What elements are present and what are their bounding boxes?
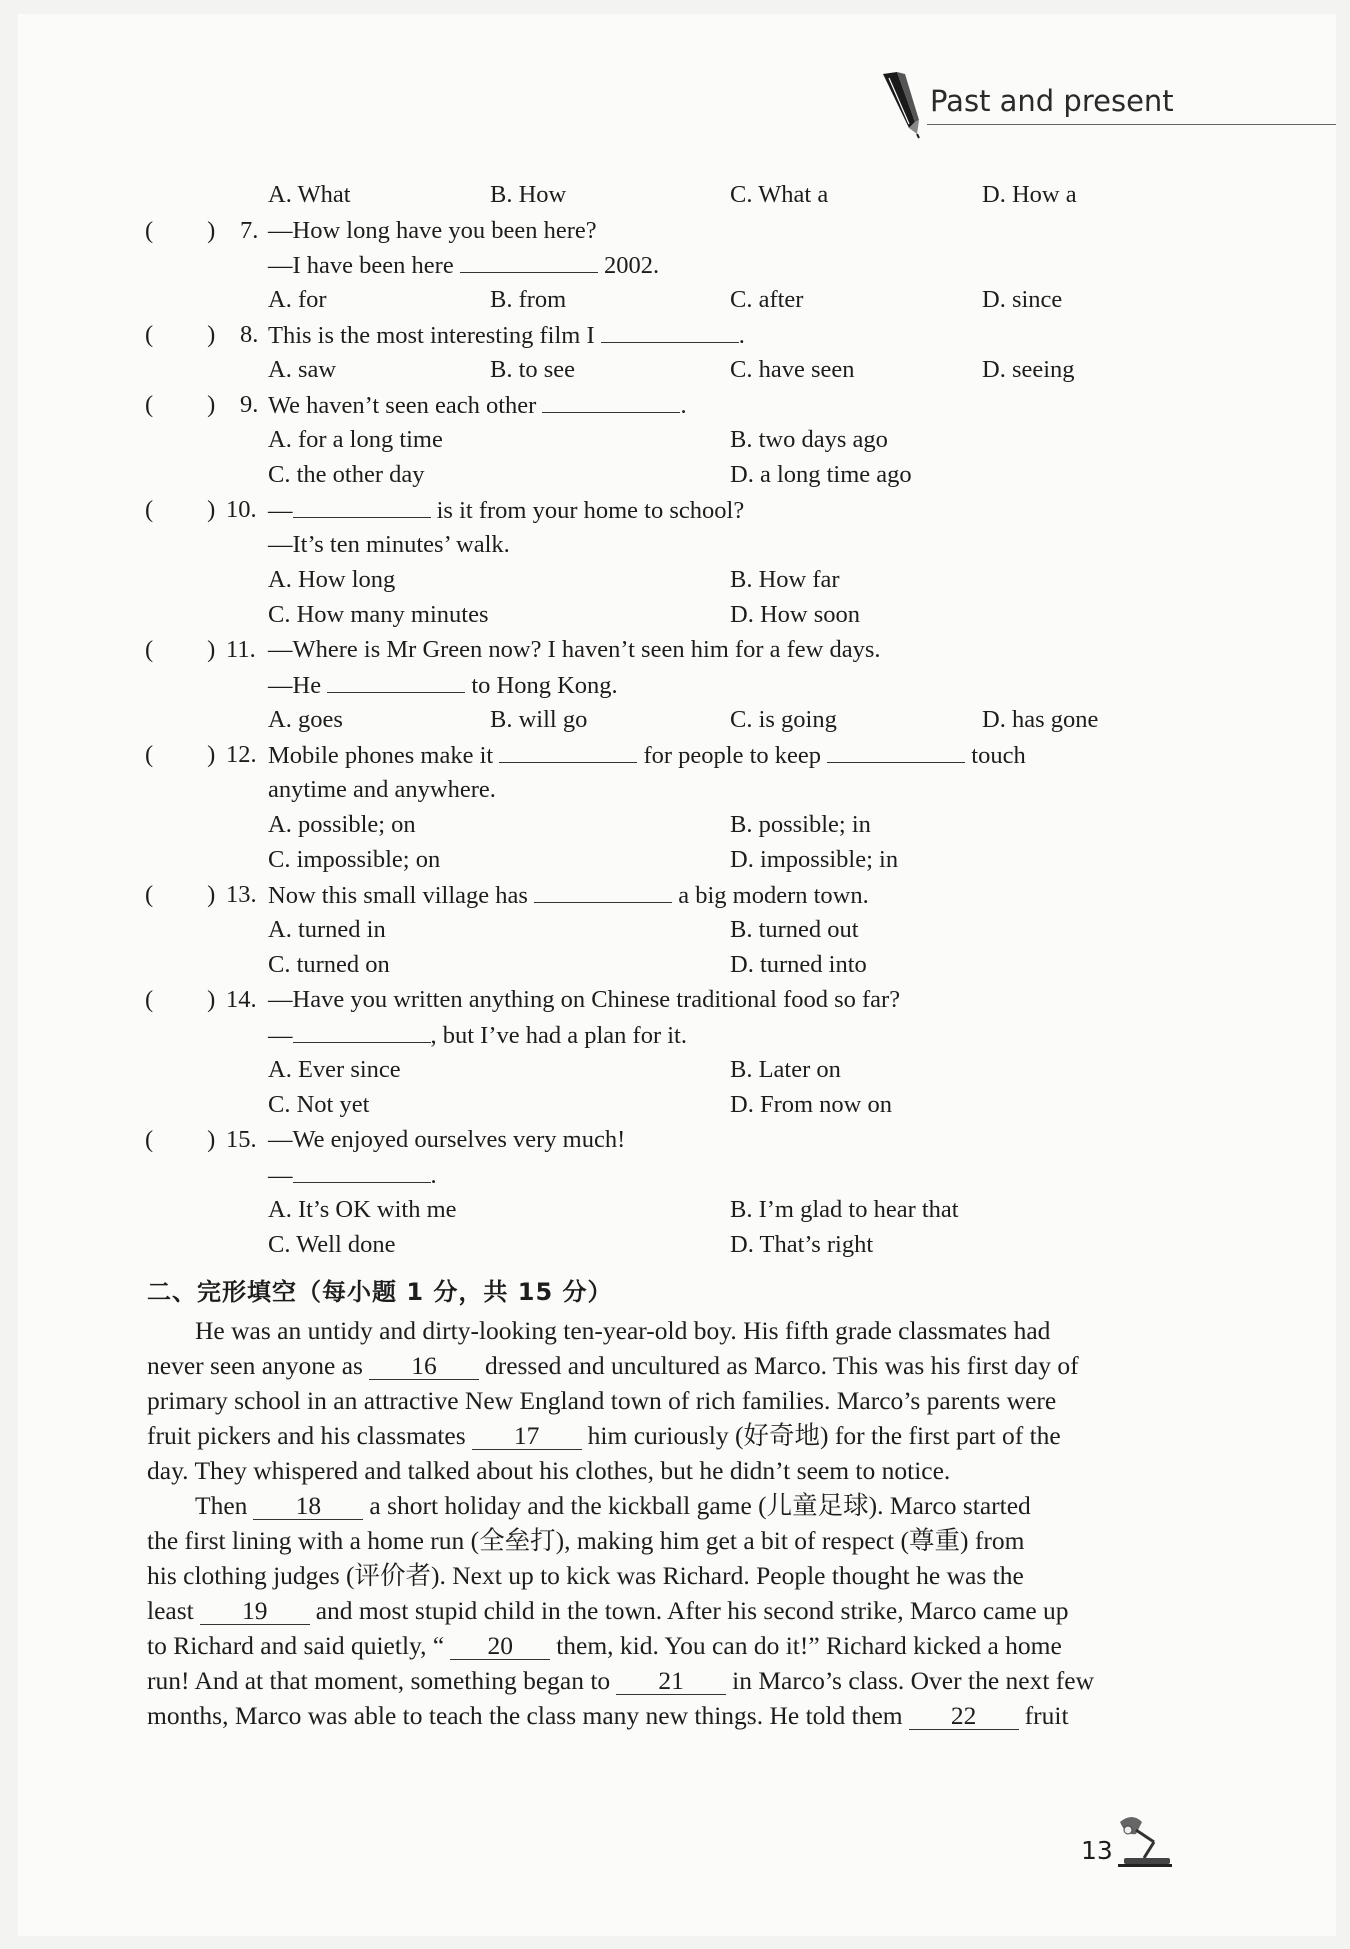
passage-line: run! And at that moment, something began to 21 in Marco’s class. Over the next few xyxy=(147,1666,1095,1695)
page-number: 13 xyxy=(1081,1836,1113,1865)
question-line2: —He to Hong Kong. xyxy=(268,672,618,699)
passage-line: Then 18 a short holiday and the kickball game (儿童足球). Marco started xyxy=(195,1491,1031,1520)
question-number: 8. xyxy=(240,321,259,348)
question-number: 11. xyxy=(226,636,256,663)
blank-17: 17 xyxy=(472,1423,582,1450)
option-b: B. How xyxy=(490,181,567,208)
option-d: D. seeing xyxy=(982,356,1075,383)
blank-18: 18 xyxy=(253,1493,363,1520)
question-text: —Have you written anything on Chinese traditional food so far? xyxy=(268,986,901,1013)
page-header xyxy=(875,70,1336,130)
question-text: —How long have you been here? xyxy=(268,217,597,244)
option-c: C. is going xyxy=(730,706,837,733)
answer-paren: ( ) xyxy=(145,881,216,908)
option-b: B. possible; in xyxy=(730,811,871,838)
option-b: B. will go xyxy=(490,706,588,733)
question-text: This is the most interesting film I . xyxy=(268,322,745,349)
answer-paren: ( ) xyxy=(145,217,216,244)
option-b: B. turned out xyxy=(730,916,859,943)
passage-line: day. They whispered and talked about his clothes, but he didn’t seem to notice. xyxy=(147,1456,951,1485)
passage-line: his clothing judges (评价者). Next up to kick was Richard. People thought he was the xyxy=(147,1561,1024,1590)
question-text: Now this small village has a big modern town. xyxy=(268,882,869,909)
passage-line: primary school in an attractive New England town of rich families. Marco’s parents were xyxy=(147,1386,1057,1415)
question-number: 14. xyxy=(226,986,257,1013)
passage-line: the first lining with a home run (全垒打), making him get a bit of respect (尊重) from xyxy=(147,1526,1025,1555)
passage-line: fruit pickers and his classmates 17 him curiously (好奇地) for the first part of the xyxy=(147,1421,1061,1450)
question-number: 12. xyxy=(226,741,257,768)
option-c: C. impossible; on xyxy=(268,846,441,873)
option-b: B. two days ago xyxy=(730,426,888,453)
option-d: D. That’s right xyxy=(730,1231,874,1258)
question-line2: —It’s ten minutes’ walk. xyxy=(268,531,510,558)
option-a: A. It’s OK with me xyxy=(268,1196,457,1223)
option-c: C. Not yet xyxy=(268,1091,370,1118)
option-c: C. have seen xyxy=(730,356,855,383)
question-number: 13. xyxy=(226,881,257,908)
option-c: C. after xyxy=(730,286,804,313)
option-d: D. From now on xyxy=(730,1091,892,1118)
question-line2: — . xyxy=(268,1162,437,1189)
question-text: —We enjoyed ourselves very much! xyxy=(268,1126,626,1153)
question-number: 15. xyxy=(226,1126,257,1153)
option-a: A. possible; on xyxy=(268,811,416,838)
passage-line: months, Marco was able to teach the class many new things. He told them 22 fruit xyxy=(147,1701,1069,1730)
option-c: C. How many minutes xyxy=(268,601,489,628)
blank-19: 19 xyxy=(200,1598,310,1625)
option-a: A. goes xyxy=(268,706,343,733)
answer-paren: ( ) xyxy=(145,1126,216,1153)
question-text: —Where is Mr Green now? I haven’t seen him for a few days. xyxy=(268,636,881,663)
question-line2: —I have been here 2002. xyxy=(268,252,660,279)
option-a: A. Ever since xyxy=(268,1056,401,1083)
blank-21: 21 xyxy=(616,1668,726,1695)
option-a: A. for xyxy=(268,286,327,313)
option-d: D. has gone xyxy=(982,706,1099,733)
option-d: D. How a xyxy=(982,181,1077,208)
option-a: A. saw xyxy=(268,356,337,383)
option-d: D. a long time ago xyxy=(730,461,912,488)
answer-paren: ( ) xyxy=(145,391,216,418)
passage-line: least 19 and most stupid child in the town. After his second strike, Marco came up xyxy=(147,1596,1069,1625)
option-a: A. turned in xyxy=(268,916,386,943)
pen-icon xyxy=(875,70,925,140)
option-d: D. turned into xyxy=(730,951,867,978)
header-title: Past and present xyxy=(930,84,1174,118)
answer-paren: ( ) xyxy=(145,321,216,348)
question-number: 9. xyxy=(240,391,259,418)
question-line2: anytime and anywhere. xyxy=(268,776,496,803)
option-b: B. I’m glad to hear that xyxy=(730,1196,959,1223)
question-text: — is it from your home to school? xyxy=(268,497,745,524)
desk-lamp-icon xyxy=(1114,1812,1174,1868)
option-d: D. impossible; in xyxy=(730,846,899,873)
option-c: C. What a xyxy=(730,181,829,208)
question-text: We haven’t seen each other . xyxy=(268,392,687,419)
option-b: B. Later on xyxy=(730,1056,841,1083)
answer-paren: ( ) xyxy=(145,636,216,663)
option-a: A. for a long time xyxy=(268,426,443,453)
option-a: A. What xyxy=(268,181,351,208)
option-c: C. turned on xyxy=(268,951,390,978)
passage-line: He was an untidy and dirty-looking ten-year-old boy. His fifth grade classmates had xyxy=(195,1316,1051,1345)
answer-paren: ( ) xyxy=(145,986,216,1013)
option-c: C. the other day xyxy=(268,461,425,488)
blank-22: 22 xyxy=(909,1703,1019,1730)
option-d: D. How soon xyxy=(730,601,860,628)
passage-line: to Richard and said quietly, “ 20 them, kid. You can do it!” Richard kicked a home xyxy=(147,1631,1062,1660)
question-line2: — , but I’ve had a plan for it. xyxy=(268,1022,687,1049)
option-d: D. since xyxy=(982,286,1063,313)
section-title: 二、完形填空（每小题 1 分，共 15 分） xyxy=(147,1278,613,1306)
option-b: B. from xyxy=(490,286,567,313)
question-text: Mobile phones make it for people to keep touch xyxy=(268,742,1026,769)
question-number: 10. xyxy=(226,496,257,523)
cloze-passage xyxy=(147,1313,1181,1733)
passage-line: never seen anyone as 16 dressed and uncultured as Marco. This was his first day of xyxy=(147,1351,1079,1380)
blank-20: 20 xyxy=(450,1633,550,1660)
header-rule xyxy=(927,124,1336,125)
blank-16: 16 xyxy=(369,1353,479,1380)
option-b: B. to see xyxy=(490,356,576,383)
question-number: 7. xyxy=(240,217,259,244)
option-a: A. How long xyxy=(268,566,396,593)
option-c: C. Well done xyxy=(268,1231,396,1258)
option-b: B. How far xyxy=(730,566,840,593)
answer-paren: ( ) xyxy=(145,741,216,768)
answer-paren: ( ) xyxy=(145,496,216,523)
